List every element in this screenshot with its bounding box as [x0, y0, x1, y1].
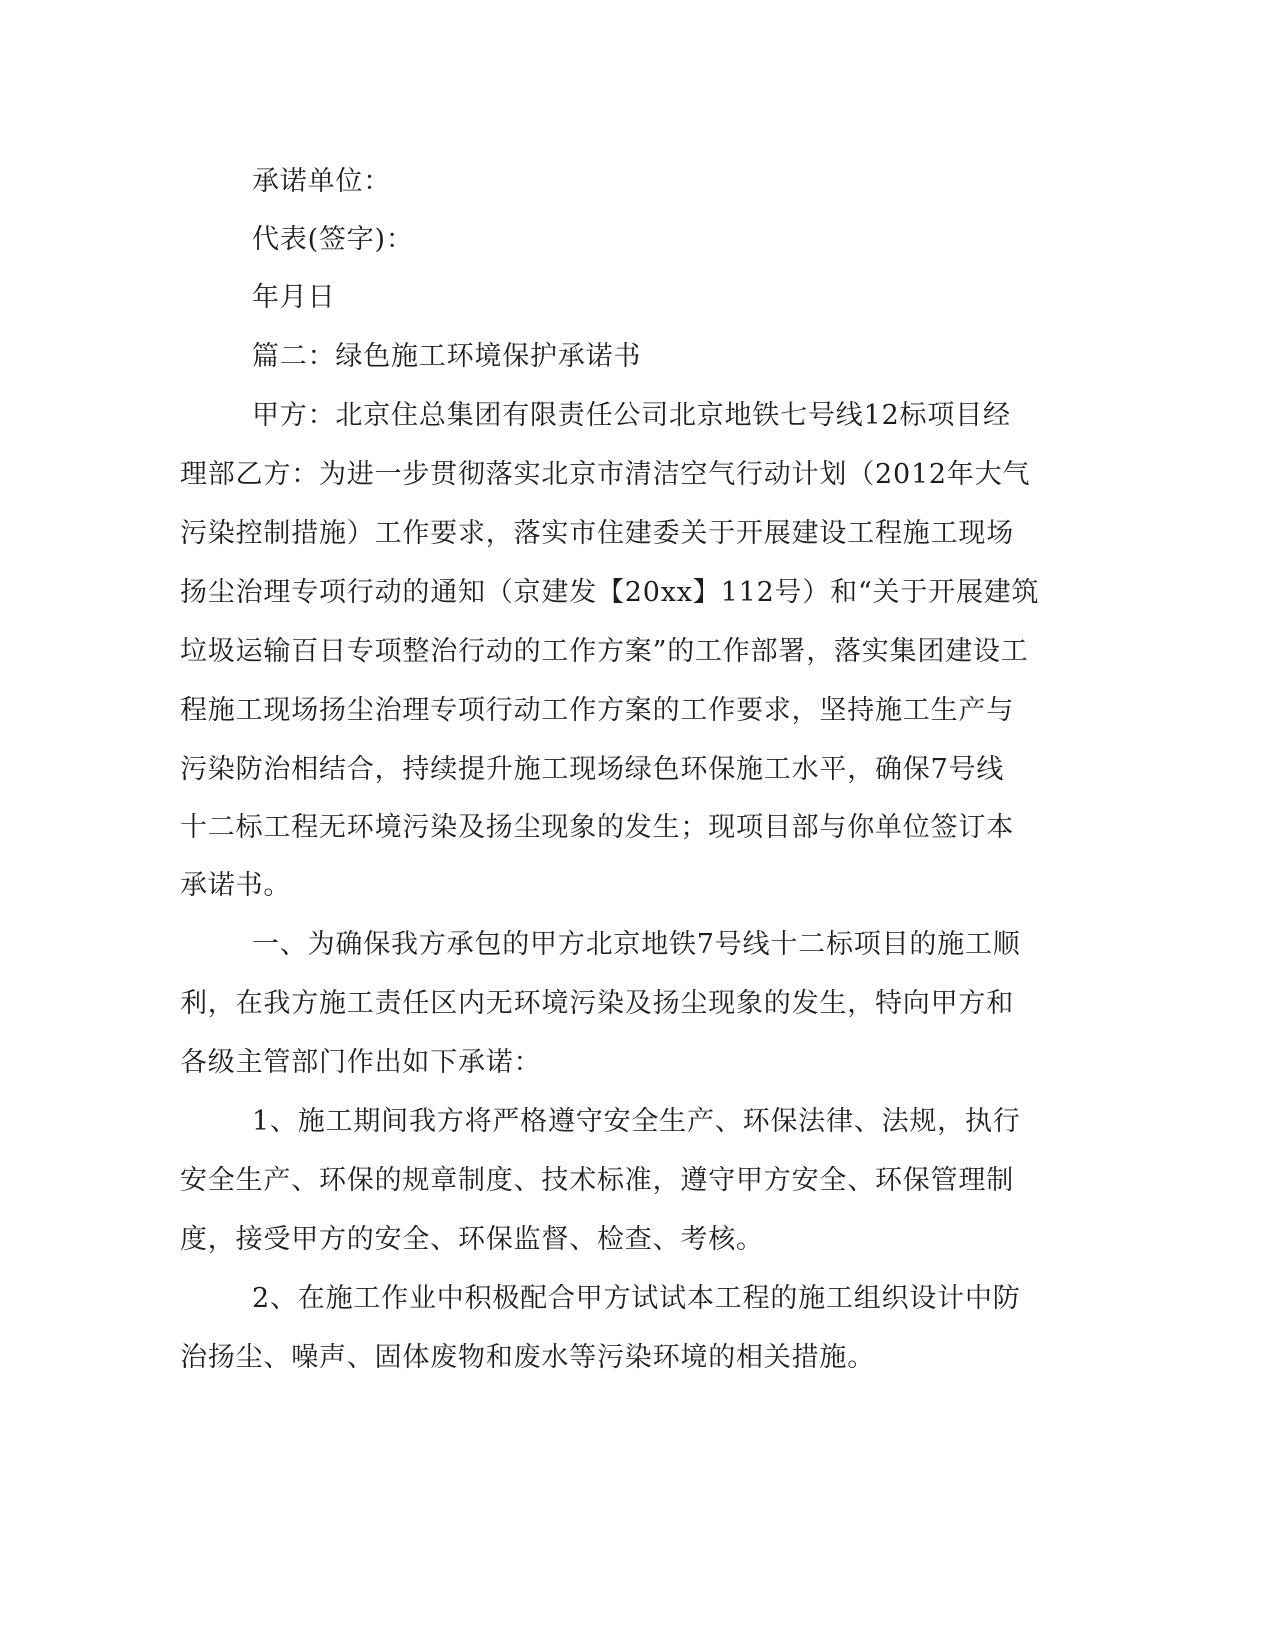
text-line: 度，接受甲方的安全、环保监督、检查、考核。	[180, 1224, 764, 1255]
text-line: 安全生产、环保的规章制度、技术标准，遵守甲方安全、环保管理制	[180, 1165, 1014, 1196]
text-line: 一、为确保我方承包的甲方北京地铁7号线十二标项目的施工顺	[252, 929, 1021, 960]
text-line: 甲方：北京住总集团有限责任公司北京地铁七号线12标项目经	[252, 400, 1011, 431]
text-line: 利，在我方施工责任区内无环境污染及扬尘现象的发生，特向甲方和	[180, 988, 1014, 1019]
text-line: 2、在施工作业中积极配合甲方试试本工程的施工组织设计中防	[252, 1283, 1021, 1314]
text-line: 十二标工程无环境污染及扬尘现象的发生；现项目部与你单位签订本	[180, 812, 1014, 843]
text-line: 污染防治相结合，持续提升施工现场绿色环保施工水平，确保7号线	[180, 754, 1005, 785]
text-line: 理部乙方：为进一步贯彻落实北京市清洁空气行动计划（2012年大气	[180, 459, 1031, 490]
text-line: 程施工现场扬尘治理专项行动工作方案的工作要求，坚持施工生产与	[180, 695, 1014, 726]
text-line: 承诺单位：	[252, 166, 391, 197]
text-line: 年月日	[252, 282, 336, 313]
text-line: 各级主管部门作出如下承诺：	[180, 1047, 542, 1078]
section-heading: 篇二：绿色施工环境保护承诺书	[252, 341, 642, 372]
text-line: 垃圾运输百日专项整治行动的工作方案”的工作部署，落实集团建设工	[180, 636, 1029, 667]
text-line: 治扬尘、噪声、固体废物和废水等污染环境的相关措施。	[180, 1342, 875, 1373]
text-line: 污染控制措施）工作要求，落实市住建委关于开展建设工程施工现场	[180, 518, 1014, 549]
text-line: 扬尘治理专项行动的通知（京建发【20xx】112号）和“关于开展建筑	[180, 577, 1040, 608]
text-line: 1、施工期间我方将严格遵守安全生产、环保法律、法规，执行	[252, 1106, 1021, 1137]
text-line: 承诺书。	[180, 870, 292, 901]
text-line: 代表(签字)：	[252, 224, 414, 255]
